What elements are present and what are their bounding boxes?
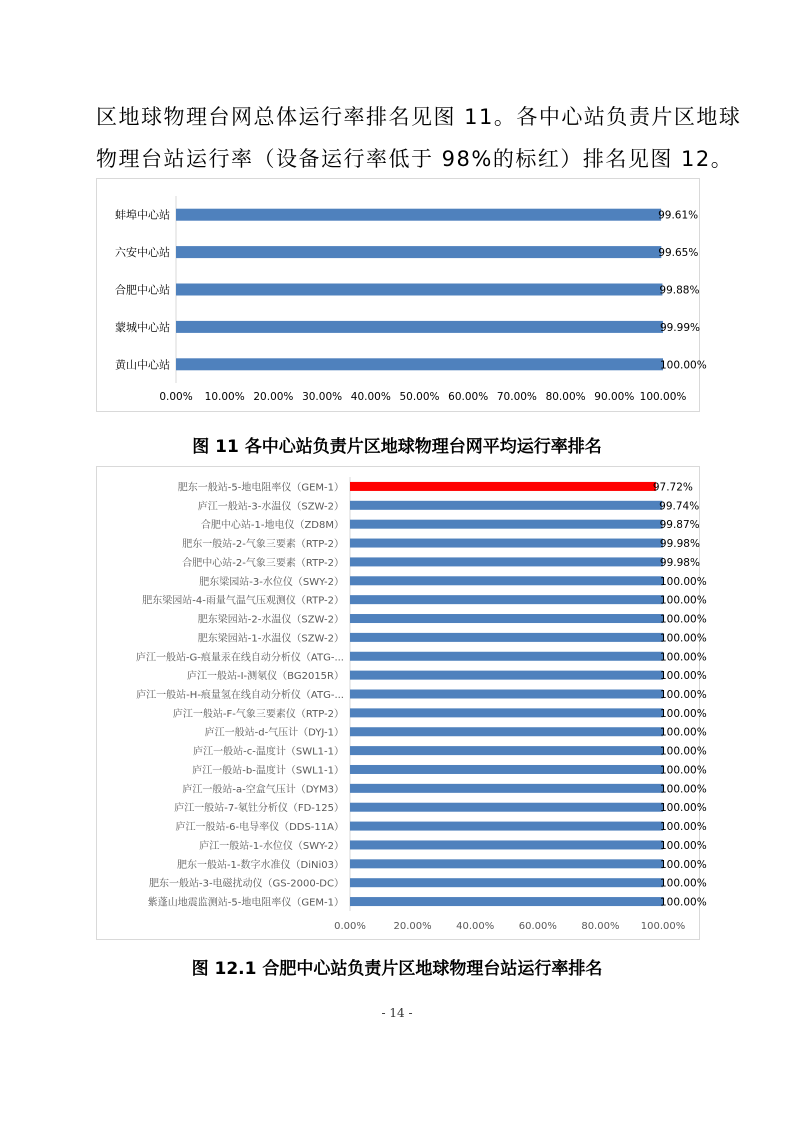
category-label: 庐江一般站-G-痕量汞在线自动分析仪（ATG-... <box>135 652 344 664</box>
data-label: 99.98% <box>659 538 700 551</box>
x-tick-label: 40.00% <box>456 921 495 932</box>
data-label: 100.00% <box>660 858 707 871</box>
category-label: 合肥中心站-2-气象三要素（RTP-2） <box>182 557 344 569</box>
x-tick-label: 20.00% <box>253 391 294 403</box>
bar <box>350 878 663 887</box>
bar <box>350 727 663 736</box>
data-label: 100.00% <box>660 707 707 720</box>
data-label: 100.00% <box>660 821 707 834</box>
figure-12-chart <box>96 466 707 940</box>
data-label: 99.87% <box>659 519 700 532</box>
data-label: 100.00% <box>660 802 707 815</box>
data-label: 100.00% <box>660 594 707 607</box>
category-label: 庐江一般站-6-电导率仪（DDS-11A） <box>175 822 344 834</box>
category-label: 肥东一般站-1-数字水准仪（DiNi03） <box>176 859 344 871</box>
data-label: 99.65% <box>658 247 699 260</box>
data-label: 100.00% <box>660 651 707 664</box>
bar <box>350 501 662 510</box>
category-label: 庐江一般站-7-氡钍分析仪（FD-125） <box>174 803 344 815</box>
data-label: 100.00% <box>660 726 707 739</box>
figure-11-caption: 图 11 各中心站负责片区地球物理台网平均运行率排名 <box>192 437 602 457</box>
data-label: 99.98% <box>659 556 700 569</box>
data-label: 99.99% <box>659 321 700 334</box>
x-tick-label: 60.00% <box>448 391 489 403</box>
figure-12-svg <box>97 467 707 939</box>
category-label: 庐江一般站-3-水温仪（SZW-2） <box>197 501 344 513</box>
x-tick-label: 90.00% <box>594 391 635 403</box>
page-number: - 14 - <box>381 1006 413 1020</box>
category-label: 庐江一般站-c-温度计（SWL1-1） <box>193 746 344 758</box>
category-label: 蒙城中心站 <box>115 320 170 334</box>
data-label: 100.00% <box>660 359 707 372</box>
x-tick-label: 50.00% <box>399 391 440 403</box>
x-tick-label: 10.00% <box>204 391 245 403</box>
category-label: 蚌埠中心站 <box>115 208 170 222</box>
bar <box>350 859 663 868</box>
x-tick-label: 30.00% <box>302 391 343 403</box>
bar <box>350 784 663 793</box>
x-tick-label: 0.00% <box>334 921 366 932</box>
data-label: 100.00% <box>660 613 707 626</box>
category-label: 庐江一般站-d-气压计（DYJ-1） <box>204 727 344 739</box>
category-label: 庐江一般站-b-温度计（SWL1-1） <box>192 765 344 777</box>
bar <box>350 765 663 774</box>
category-label: 合肥中心站-1-地电仪（ZD8M） <box>200 520 344 532</box>
bar <box>350 897 663 906</box>
data-label: 100.00% <box>660 783 707 796</box>
bar <box>350 746 663 755</box>
bar <box>350 614 663 623</box>
bar <box>350 652 663 661</box>
bar <box>350 482 656 491</box>
bar <box>176 284 662 296</box>
bar <box>350 520 663 529</box>
data-label: 100.00% <box>660 670 707 683</box>
bar <box>176 358 663 370</box>
bar <box>350 539 663 548</box>
x-tick-label: 100.00% <box>640 921 686 932</box>
paragraph-line-2: 物理台站运行率（设备运行率低于 98%的标红）排名见图 12。 <box>96 147 734 171</box>
x-tick-label: 80.00% <box>581 921 620 932</box>
bar <box>350 840 663 849</box>
data-label: 100.00% <box>660 877 707 890</box>
category-label: 肥东梁园站-2-水温仪（SZW-2） <box>197 614 344 626</box>
bar <box>350 803 663 812</box>
data-label: 100.00% <box>660 764 707 777</box>
bar <box>350 708 663 717</box>
bar <box>350 671 663 680</box>
x-tick-label: 80.00% <box>545 391 586 403</box>
figure-11-svg <box>97 179 707 411</box>
bar <box>350 633 663 642</box>
category-label: 黄山中心站 <box>115 358 170 372</box>
body-paragraph <box>96 96 742 180</box>
x-tick-label: 20.00% <box>393 921 432 932</box>
data-label: 100.00% <box>660 689 707 701</box>
data-label: 99.61% <box>658 209 699 222</box>
bar <box>350 595 663 604</box>
data-label: 100.00% <box>660 896 707 909</box>
category-label: 六安中心站 <box>115 246 170 260</box>
category-label: 肥东一般站-5-地电阻率仪（GEM-1） <box>177 482 344 494</box>
bar <box>350 576 663 585</box>
category-label: 肥东梁园站-4-雨量气温气压观测仪（RTP-2） <box>142 595 344 607</box>
category-label: 肥东一般站-2-气象三要素（RTP-2） <box>182 539 344 551</box>
data-label: 99.88% <box>659 284 700 297</box>
data-label: 100.00% <box>660 632 707 645</box>
x-tick-label: 100.00% <box>639 391 687 403</box>
bar <box>350 557 663 566</box>
data-label: 100.00% <box>660 745 707 758</box>
data-label: 100.00% <box>660 575 707 588</box>
category-label: 合肥中心站 <box>115 283 170 297</box>
category-label: 肥东梁园站-1-水温仪（SZW-2） <box>197 633 344 645</box>
paragraph-line-1: 区地球物理台网总体运行率排名见图 11。各中心站负责片区地球 <box>96 105 742 129</box>
category-label: 肥东一般站-3-电磁扰动仪（GS-2000-DC） <box>148 878 344 890</box>
category-label: 庐江一般站-F-气象三要素仪（RTP-2） <box>172 708 344 720</box>
data-label: 97.72% <box>652 481 693 494</box>
x-tick-label: 40.00% <box>350 391 391 403</box>
bar <box>176 246 661 258</box>
category-label: 庐江一般站-H-痕量氢在线自动分析仪（ATG-... <box>136 690 344 701</box>
bar <box>176 209 661 221</box>
x-tick-label: 70.00% <box>496 391 537 403</box>
data-label: 100.00% <box>660 839 707 852</box>
bar <box>176 321 663 333</box>
category-label: 庐江一般站-1-水位仪（SWY-2） <box>199 840 344 852</box>
x-tick-label: 60.00% <box>518 921 557 932</box>
category-label: 庐江一般站-a-空盒气压计（DYM3） <box>182 784 344 796</box>
bar <box>350 822 663 831</box>
x-tick-label: 0.00% <box>159 391 193 403</box>
data-label: 99.74% <box>659 500 700 513</box>
category-label: 紫蓬山地震监测站-5-地电阻率仪（GEM-1） <box>147 897 344 909</box>
figure-12-caption: 图 12.1 合肥中心站负责片区地球物理台站运行率排名 <box>191 959 603 979</box>
category-label: 肥东梁园站-3-水位仪（SWY-2） <box>199 576 344 588</box>
bar <box>350 690 663 699</box>
category-label: 庐江一般站-I-测氡仪（BG2015R） <box>187 671 344 683</box>
figure-11-chart <box>96 178 707 412</box>
